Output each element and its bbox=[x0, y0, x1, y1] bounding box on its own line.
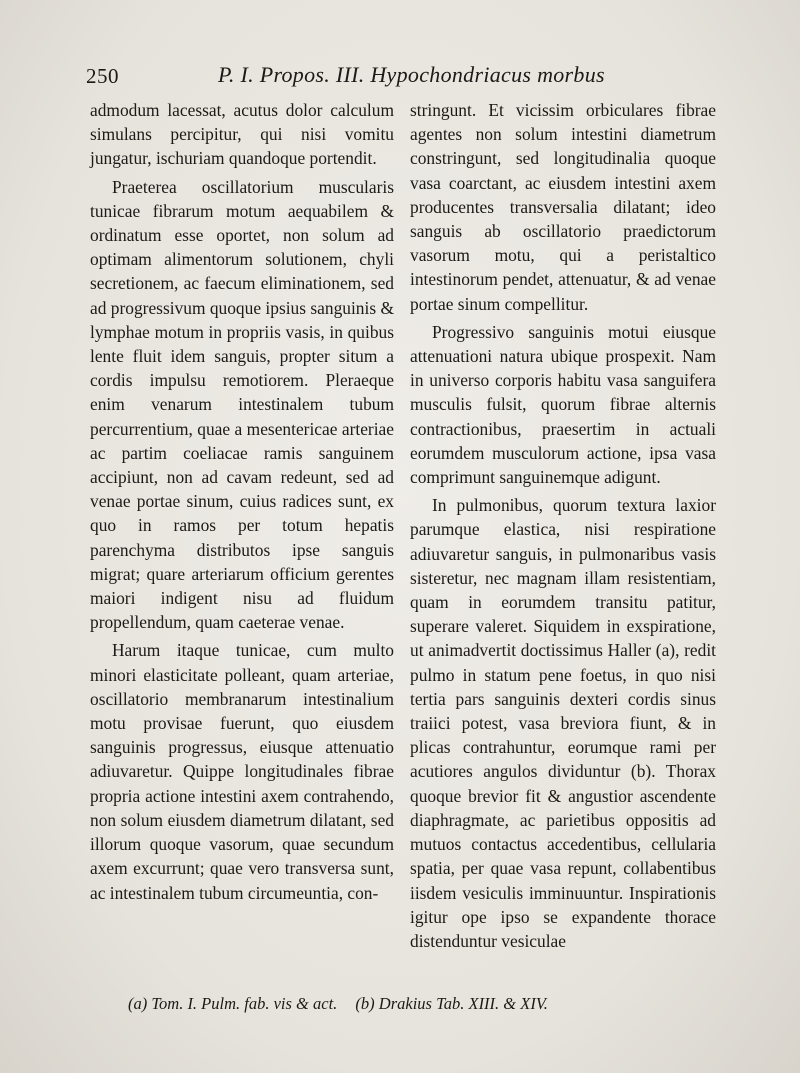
running-title: P. I. Propos. III. Hypochondriacus morbus bbox=[218, 62, 605, 87]
paragraph: In pulmonibus, quorum textura laxior parumque elastica, nisi respiratione adiuvaretur sanguis, in pulmonaribus vasis sisteretur, nec magnam illam resistentiam, quam in eorumdem transitu patitur, superare valeret. Siquidem in exspiratione, ut animadvertit doctissimus Haller (a), redit pulmo in statum pene foetus, in quo nisi tertia pars sanguinis dexteri cordis sinus traiici potest, vasa breviora fiunt, & in plicas contrahuntur, eorumque rami per acutiores angulos dividuntur (b). Thorax quoque brevior fit & angustior ascendente diaphragmate, ac parietibus oppositis ad mutuos contactus accedentibus, cellularia spatia, per quae vasa repunt, collabentibus iisdem vesiculis imminuuntur. Inspirationis igitur ope ipso se expandente thorace distenduntur vesiculae bbox=[410, 495, 716, 951]
right-column bbox=[410, 98, 716, 953]
footnote-b: (b) Drakius Tab. XIII. & XIV. bbox=[355, 994, 548, 1013]
page-header bbox=[86, 58, 726, 90]
paragraph: Progressivo sanguinis motui eiusque attenuationi natura ubique prospexit. Nam in universo corporis habitu vasa sanguifera musculis fulsit, quorum fibrae alternis contractionibus, praesertim in actuali eorumdem musculorum actione, ipsa vasa comprimunt sanguinemque adigunt. bbox=[410, 321, 716, 488]
paragraph: stringunt. Et vicissim orbiculares fibrae agentes non solum intestini diametrum constringunt, sed longitudinalia quoque vasa coarctant, ac eiusdem intestini axem producentes transversalia dilatant; ideo sanguis ab oscillatorio praedictorum vasorum motu, qui a peristaltico intestinorum pendet, attenuatur, & ad venae portae sinum compellitur. bbox=[410, 100, 716, 314]
left-column bbox=[90, 98, 394, 905]
footnotes bbox=[128, 994, 728, 1014]
paragraph: Praeterea oscillatorium muscularis tunicae fibrarum motum aequabilem & ordinatum esse oportet, non solum ad optimam alimentorum solutionem, chyli secretionem, ac faecum eliminationem, sed ad progressivum quoque ipsius sanguinis & lymphae motum in propriis vasis, in quibus lente fluit idem sanguis, propter situm a cordis impulsu remotiorem. Pleraeque enim venarum intestinalem tubum percurrentium, quae a mesentericae arteriae ac partim coeliacae ramis sanguinem accipiunt, non ad cavam redeunt, sed ad venae portae sinum, cuius radices sunt, ex quo in ramos per totum hepatis parenchyma distributos ipse sanguis migrat; quare arteriarum officium gerentes maiori indigent nisu ad fluidum propellendum, quam caeterae venae. bbox=[90, 176, 394, 633]
paragraph: admodum lacessat, acutus dolor calculum simulans percipitur, qui nisi vomitu jungatur, ischuriam quandoque portendit. bbox=[90, 100, 394, 169]
page-number: 250 bbox=[86, 64, 119, 88]
paragraph: Harum itaque tunicae, cum multo minori elasticitate polleant, quam arteriae, oscillatorio membranarum intestinalium motu provisae fuerunt, quo eiusdem sanguinis progressus, eiusque attenuatio adiuvaretur. Quippe longitudinales fibrae propria actione intestini axem contrahendo, non solum eiusdem diametrum dilatant, sed illorum quoque vasorum, quae secundum axem excurrunt; quae vero transversa sunt, ac intestinalem tubum circumeuntia, con- bbox=[90, 640, 394, 903]
footnote-a: (a) Tom. I. Pulm. fab. vis & act. bbox=[128, 994, 338, 1013]
